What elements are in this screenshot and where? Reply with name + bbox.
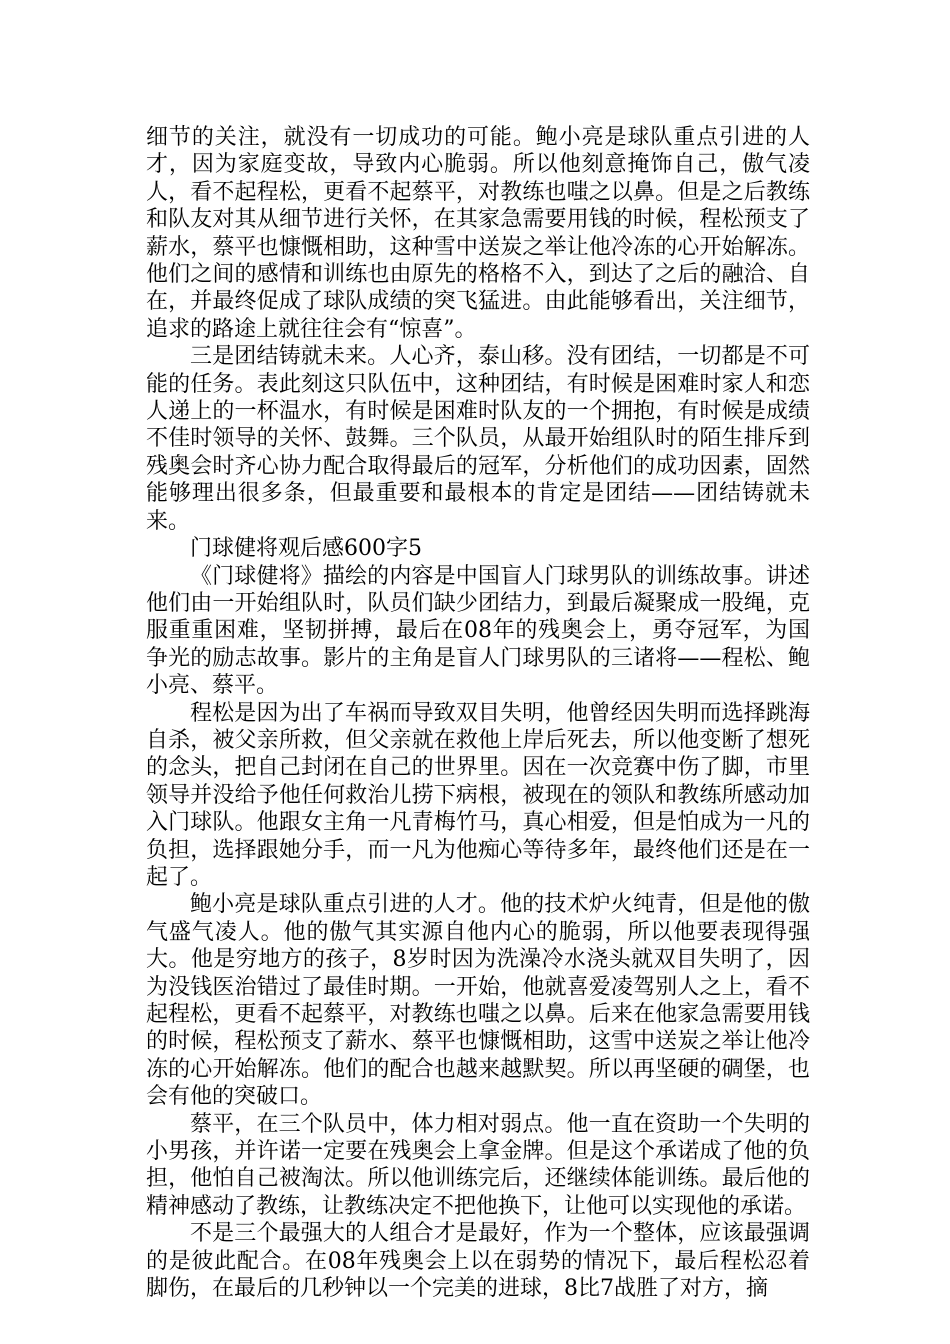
paragraph-cai-ping: 蔡平，在三个队员中，体力相对弱点。他一直在资助一个失明的小男孩，并许诺一定要在残奥会上拿金牌。但是这个承诺成了他的负担，他怕自己被淘汰。所以他训练完后，还继续体能训练。最后他的精神感动了教练，让教练决定不把他换下，让他可以实现他的承诺。 xyxy=(146,1111,810,1219)
paragraph-intro: 《门球健将》描绘的内容是中国盲人门球男队的训练故事。讲述他们由一开始组队时，队员们缺少团结力，到最后凝聚成一股绳，克服重重困难，坚韧拼搏，最后在08年的残奥会上，勇夺冠军，为国争光的励志故事。影片的主角是盲人门球男队的三诸将——程松、鲍小亮、蔡平。 xyxy=(146,563,810,699)
paragraph-cheng-song: 程松是因为出了车祸而导致双目失明，他曾经因失明而选择跳海自杀，被父亲所救，但父亲就在救他上岸后死去，所以他变断了想死的念头，把自己封闭在自己的世界里。因在一次竞赛中伤了脚，市里领导并没给予他任何救治儿捞下病根，被现在的领队和教练所感动加入门球队。他跟女主角一凡青梅竹马，真心相爱，但是怕成为一凡的负担，选择跟她分手，而一凡为他痴心等待多年，最终他们还是在一起了。 xyxy=(146,700,810,890)
paragraph-bao-xiaoliang: 鲍小亮是球队重点引进的人才。他的技术炉火纯青，但是他的傲气盛气凌人。他的傲气其实源自他内心的脆弱，所以他要表现得强大。他是穷地方的孩子，8岁时因为洗澡冷水浇头就双目失明了，因为没钱医治错过了最佳时期。一开始，他就喜爱凌驾别人之上，看不起程松，更看不起蔡平，对教练也嗤之以鼻。后来在他家急需要用钱的时候，程松预支了薪水、蔡平也慷慨相助，这雪中送炭之举让他冷冻的心开始解冻。他们的配合也越来越默契。所以再坚硬的碉堡，也会有他的突破口。 xyxy=(146,892,810,1110)
paragraph-teamwork: 不是三个最强大的人组合才是最好，作为一个整体，应该最强调的是彼此配合。在08年残奥会上以在弱势的情况下，最后程松忍着脚伤，在最后的几秒钟以一个完美的进球，8比7战胜了对方，摘 xyxy=(146,1221,810,1302)
section-heading: 门球健将观后感600字5 xyxy=(190,536,422,562)
document-body xyxy=(146,124,810,1302)
paragraph-unity: 三是团结铸就未来。人心齐，泰山移。没有团结，一切都是不可能的任务。表此刻这只队伍中，这种团结，有时候是困难时家人和恋人递上的一杯温水，有时候是困难时队友的一个拥抱，有时候是成绩不佳时领导的关怀、鼓舞。三个队员，从最开始组队时的陌生排斥到残奥会时齐心协力配合取得最后的冠军，分析他们的成功因素，固然能够理出很多条，但最重要和最根本的肯定是团结——团结铸就未来。 xyxy=(146,344,810,534)
paragraph-detail-attention: 细节的关注，就没有一切成功的可能。鲍小亮是球队重点引进的人才，因为家庭变故，导致内心脆弱。所以他刻意掩饰自己，傲气凌人，看不起程松，更看不起蔡平，对教练也嗤之以鼻。但是之后教练和队友对其从细节进行关怀，在其家急需要用钱的时候，程松预支了薪水，蔡平也慷慨相助，这种雪中送炭之举让他冷冻的心开始解冻。他们之间的感情和训练也由原先的格格不入，到达了之后的融洽、自在，并最终促成了球队成绩的突飞猛进。由此能够看出，关注细节，追求的路途上就往往会有“惊喜”。 xyxy=(146,125,810,342)
